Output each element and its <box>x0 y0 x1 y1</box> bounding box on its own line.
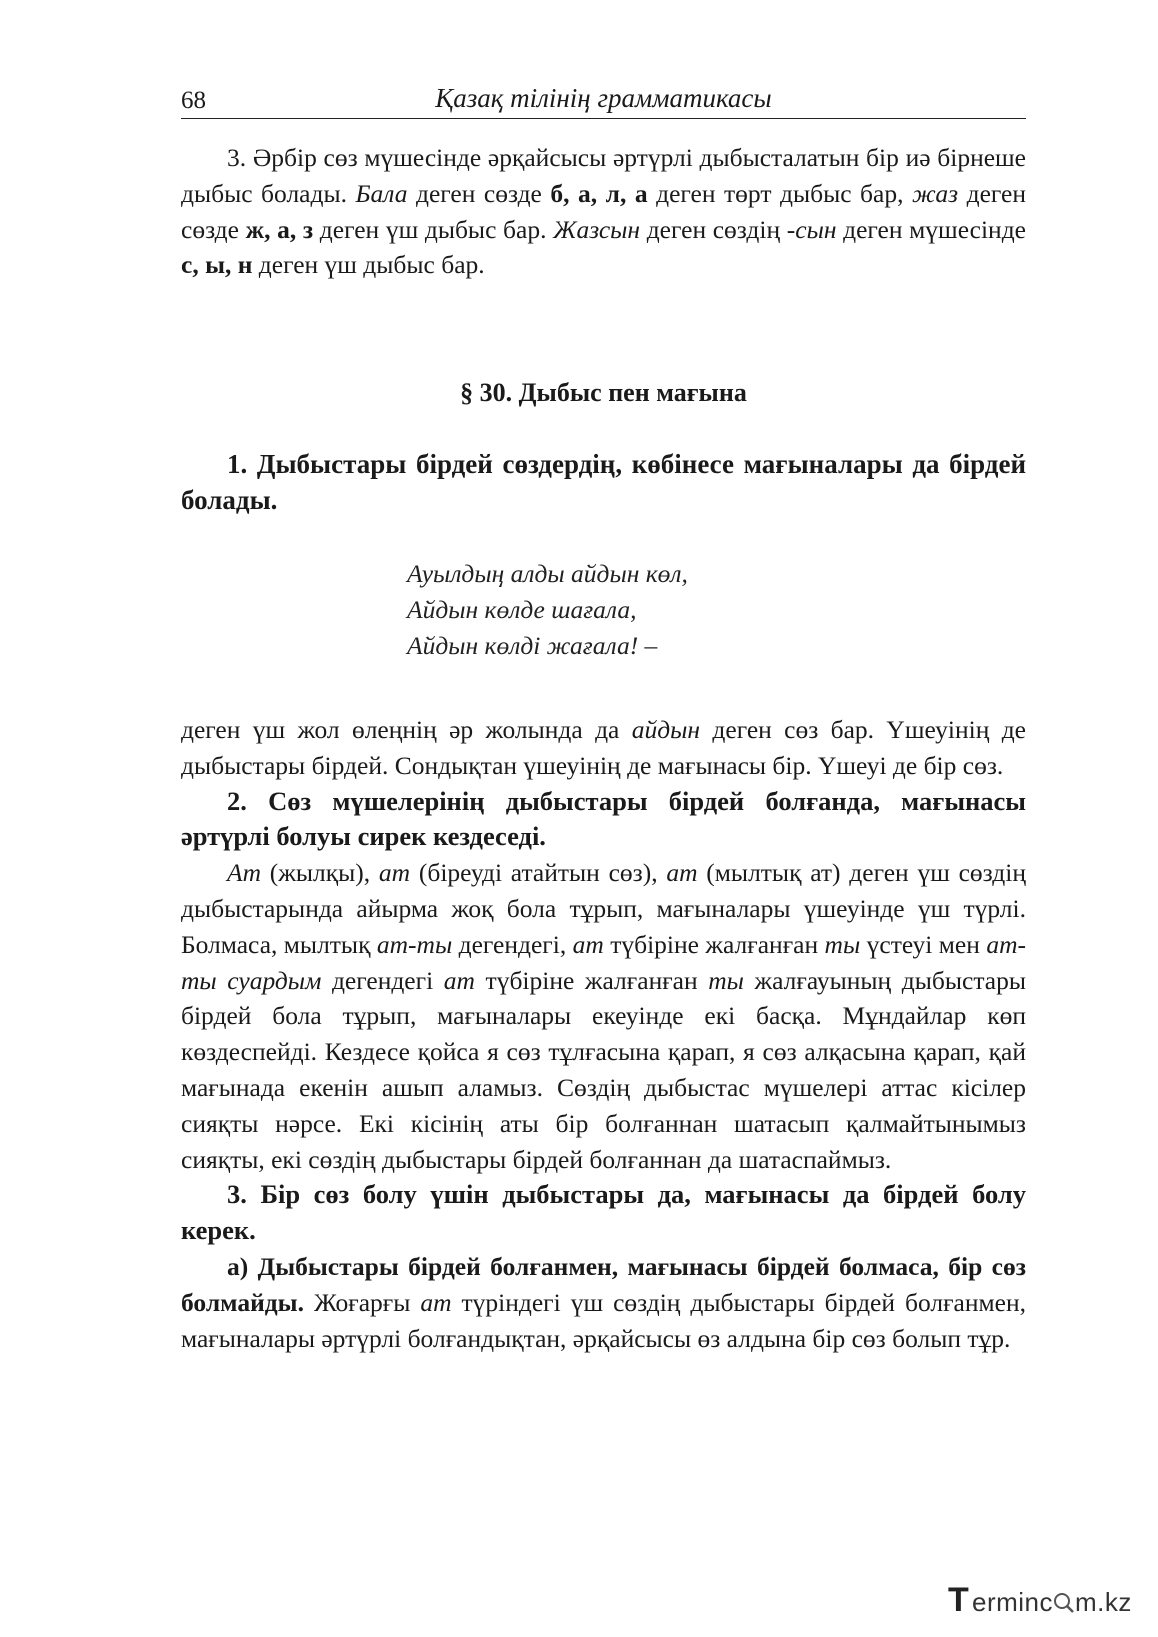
subheading-3: 3. Бір сөз болу үшін дыбыстары да, мағынасы да бірдей болу керек. <box>181 1179 1026 1246</box>
subheading-2: 2. Сөз мүшелерінің дыбыстары бірдей болғанда, мағынасы әртүрлі болуы сирек кездеседі. <box>181 785 1026 852</box>
subheading-1: 1. Дыбыстары бірдей сөздердің, көбінесе мағыналары да бірдей болады. <box>181 449 1026 515</box>
paragraph-4: а) Дыбыстары бірдей болғанмен, мағынасы бірдей болмаса, бір сөз болмайды. Жоғарғы ат түріндегі үш сөздің дыбыстары бірдей болғанмен, мағыналары әртүрлі болғандықтан, әрқайсысы өз алдына бір сөз болып тұр. <box>181 1251 1026 1353</box>
poem-line: Ауылдың алды айдын көл, <box>407 559 688 588</box>
paragraph-2: деген үш жол өлеңнің әр жолында да айдын деген сөз бар. Үшеуінің де дыбыстары бірдей. Сондықтан үшеуінің де мағынасы бір. Үшеуі де бір сөз. <box>181 715 1026 780</box>
poem-line: Айдын көлде шағала, <box>407 595 637 624</box>
paragraph-3: Ат (жылқы), ат (біреуді атайтын сөз), ат (мылтық ат) деген үш сөздің дыбыстарында айырма жоқ бола тұрып, мағыналары үшеуінде үш түрлі. Болмаса, мылтық ат-ты дегендегі, ат түбіріне жалғанған ты үстеуі мен ат-ты суардым дегендегі ат түбіріне жалғанған ты жалғауының дыбыстары бірдей бола тұрып, мағыналары екеуінде екі басқа. Мұндайлар көп көздеспейді. Кездесе қойса я сөз тұлғасына қарап, я сөз алқасына қарап, қай мағынада екенін ашып аламыз. Сөздің дыбыстас мүшелері аттас кісілер сияқты нәрсе. Екі кісінің аты бір болғаннан шатасып қалмайтынымыз сияқты, екі сөздің дыбыстары бірдей болғаннан да шатаспаймыз. <box>181 858 1026 1174</box>
running-title: Қазақ тілінің грамматикасы <box>435 83 772 113</box>
poem <box>407 556 688 664</box>
section-heading: § 30. Дыбыс пен мағына <box>460 378 747 407</box>
poem-line: Айдын көлді жағала! – <box>407 631 658 660</box>
watermark-t: T <box>948 1581 969 1619</box>
page-number: 68 <box>181 87 206 114</box>
paragraph-1: 3. Әрбір сөз мүшесінде әрқайсысы әртүрлі дыбысталатын бір иә бірнеше дыбыс болады. Бала деген сөзде б, а, л, а деген төрт дыбыс бар, жаз деген сөзде ж, а, з деген үш дыбыс бар. Жазсын деген сөздің -сын деген мүшесінде с, ы, н деген үш дыбыс бар. <box>181 143 1026 280</box>
magnifier-icon <box>1053 1589 1075 1620</box>
body-text <box>181 712 1026 1356</box>
termincom-watermark: T erminc m.kz <box>948 1581 1132 1619</box>
page-header <box>181 78 1026 119</box>
